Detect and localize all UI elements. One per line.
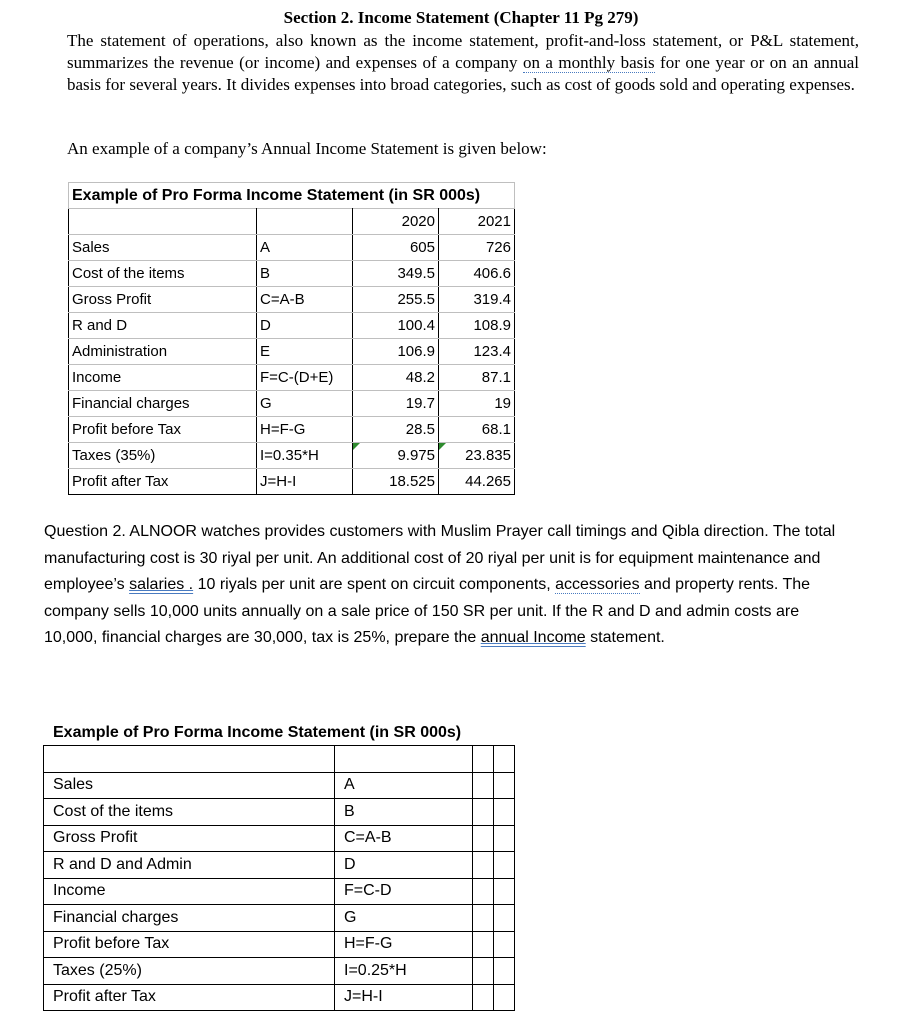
intro-monthly-basis: on a monthly basis [522,53,655,72]
q2-accessories: accessories [555,576,640,594]
row-value-2021: 19 [439,391,515,417]
row-empty-cell [473,958,494,985]
table-row [69,469,515,495]
row-value-2021: 319.4 [439,287,515,313]
table-row [44,905,515,932]
row-formula: A [335,772,473,799]
row-formula: A [257,235,353,261]
row-empty-cell [494,852,515,879]
row-label: Taxes (35%) [69,443,257,469]
table2-blank [335,746,473,773]
row-formula: B [257,261,353,287]
intro-text-a: The statement of operations, also known as the income statement, profit-and-loss statement, or P&L statement, summarizes the revenue (or income) and expenses of a company [67,31,859,72]
row-value-2020: 48.2 [353,365,439,391]
row-label: Financial charges [44,905,335,932]
row-value-2020: 19.7 [353,391,439,417]
row-empty-cell [494,984,515,1011]
row-empty-cell [494,799,515,826]
table-row [69,417,515,443]
table-row [69,287,515,313]
row-empty-cell [473,852,494,879]
row-label: Cost of the items [44,799,335,826]
row-label: Profit before Tax [69,417,257,443]
row-label: Administration [69,339,257,365]
table-row [69,391,515,417]
table-row [69,235,515,261]
row-empty-cell [473,905,494,932]
row-value-2020: 255.5 [353,287,439,313]
table-row [69,443,515,469]
table-row [44,772,515,799]
row-label: Income [44,878,335,905]
row-label: Sales [44,772,335,799]
intro-text-b: for one year or on an annual basis for several years. It divides expenses into broad categories, such as cost of goods sold and operating expenses. [67,53,860,94]
row-value-2021: 406.6 [439,261,515,287]
row-value-2021: 23.835 [439,443,515,469]
row-empty-cell [473,878,494,905]
table-row [44,984,515,1011]
q2-annual-income: annual Income [480,629,586,647]
row-value-2020: 106.9 [353,339,439,365]
section-title: Section 2. Income Statement (Chapter 11 Pg 279) [283,8,639,27]
row-value-2021: 108.9 [439,313,515,339]
row-formula: F=C-D [335,878,473,905]
table-row [44,825,515,852]
row-formula: F=C-(D+E) [257,365,353,391]
row-empty-cell [494,905,515,932]
row-formula: G [335,905,473,932]
row-label: Profit after Tax [44,984,335,1011]
row-formula: H=F-G [257,417,353,443]
row-value-2021: 123.4 [439,339,515,365]
row-formula: C=A-B [257,287,353,313]
income-statement-template-table [43,745,515,1011]
row-empty-cell [473,825,494,852]
row-label: Gross Profit [69,287,257,313]
row-label: R and D and Admin [44,852,335,879]
table-row [69,339,515,365]
row-label: Profit before Tax [44,931,335,958]
row-formula: I=0.25*H [335,958,473,985]
row-value-2020: 28.5 [353,417,439,443]
table1-blank [257,209,353,235]
table-row [69,365,515,391]
row-formula: H=F-G [335,931,473,958]
row-formula: D [335,852,473,879]
table-row [69,313,515,339]
intro-paragraph [67,30,859,96]
table-row [69,261,515,287]
table-row [44,878,515,905]
table-row [44,799,515,826]
table2-blank [494,746,515,773]
table2-blank [473,746,494,773]
row-value-2021: 726 [439,235,515,261]
row-label: R and D [69,313,257,339]
row-formula: J=H-I [335,984,473,1011]
row-formula: I=0.35*H [257,443,353,469]
row-value-2020: 18.525 [353,469,439,495]
row-value-2020: 9.975 [353,443,439,469]
table-row [44,931,515,958]
row-empty-cell [473,799,494,826]
row-label: Profit after Tax [69,469,257,495]
row-formula: G [257,391,353,417]
income-statement-table-2020-2021 [68,182,515,495]
row-empty-cell [494,878,515,905]
row-formula: B [335,799,473,826]
table1-title: Example of Pro Forma Income Statement (in SR 000s) [69,183,515,209]
table1-year-2021: 2021 [439,209,515,235]
row-label: Gross Profit [44,825,335,852]
row-formula: J=H-I [257,469,353,495]
row-value-2020: 349.5 [353,261,439,287]
q2-text-c: and property rents. The company sells 10,000 units annually on a sale price of 150 SR per unit. If the R and D and admin costs are 10,000, financial charges are 30,000, tax is 25%, prepare the [44,576,811,647]
row-formula: D [257,313,353,339]
row-label: Income [69,365,257,391]
row-formula: C=A-B [335,825,473,852]
table-row [44,958,515,985]
row-label: Taxes (25%) [44,958,335,985]
row-empty-cell [494,825,515,852]
question-2-paragraph [44,519,844,652]
row-value-2021: 44.265 [439,469,515,495]
q2-text-a: Question 2. ALNOOR watches provides customers with Muslim Prayer call timings and Qibla direction. The total manufacturing cost is 30 riyal per unit. An additional cost of 20 riyal per unit is for equipment maintenance and employee’s [44,523,836,594]
row-label: Sales [69,235,257,261]
row-empty-cell [494,958,515,985]
row-label: Financial charges [69,391,257,417]
table2-title: Example of Pro Forma Income Statement (in SR 000s) [53,724,462,741]
q2-text-b: 10 riyals per unit are spent on circuit components, [193,576,556,594]
q2-text-d: statement. [585,629,665,647]
intro-example-line: An example of a company’s Annual Income Statement is given below: [67,139,547,158]
row-value-2021: 68.1 [439,417,515,443]
row-value-2020: 605 [353,235,439,261]
row-value-2021: 87.1 [439,365,515,391]
row-label: Cost of the items [69,261,257,287]
q2-salaries: salaries . [129,576,194,594]
row-empty-cell [473,931,494,958]
row-empty-cell [494,931,515,958]
row-empty-cell [473,772,494,799]
table2-blank [44,746,335,773]
table1-blank [69,209,257,235]
table-row [44,852,515,879]
row-formula: E [257,339,353,365]
table1-year-2020: 2020 [353,209,439,235]
row-empty-cell [473,984,494,1011]
row-empty-cell [494,772,515,799]
row-value-2020: 100.4 [353,313,439,339]
